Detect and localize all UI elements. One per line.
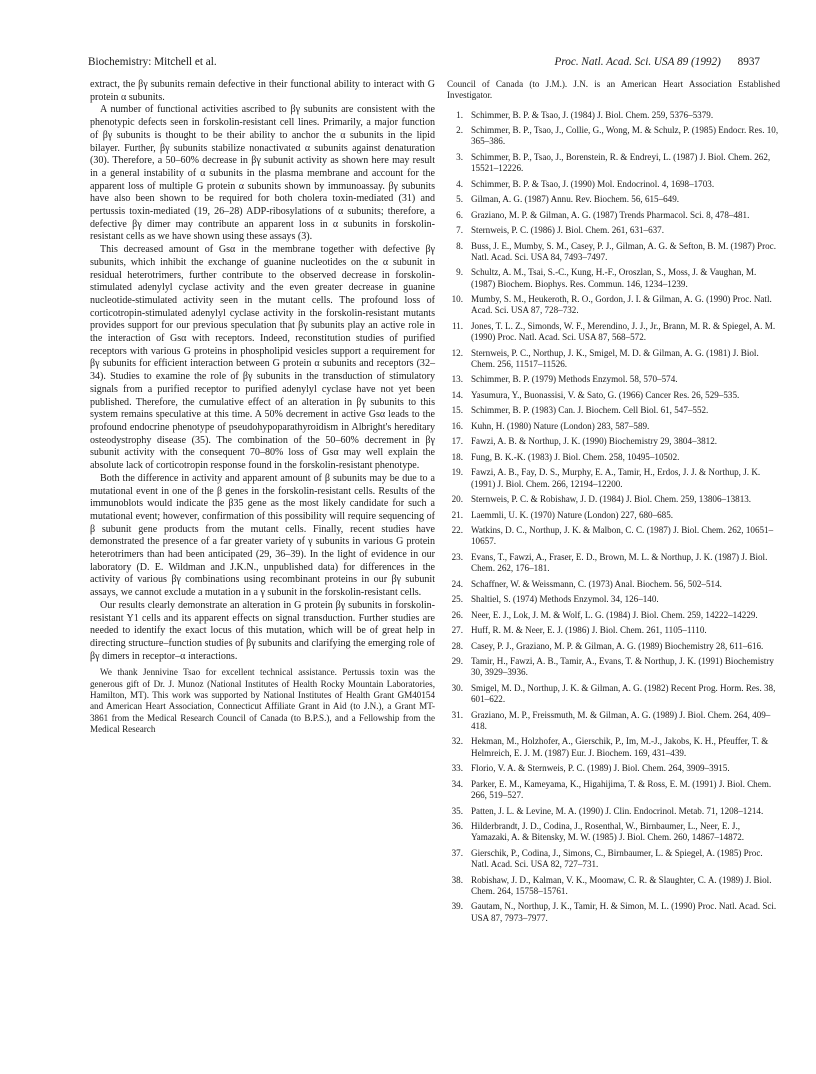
reference-number: 2. — [456, 125, 463, 136]
reference-item — [447, 225, 780, 236]
reference-item — [447, 494, 780, 505]
reference-number: 21. — [451, 509, 463, 520]
reference-text: Schimmer, B. P., Tsao, J., Collie, G., Wong, M. & Schulz, P. (1985) Endocr. Res. 10, 365–386. — [471, 125, 779, 147]
journal-citation: Proc. Natl. Acad. Sci. USA 89 (1992) — [554, 56, 721, 68]
reference-text: Gilman, A. G. (1987) Annu. Rev. Biochem. 56, 615–649. — [471, 194, 680, 205]
reference-text: Yasumura, Y., Buonassisi, V. & Sato, G. (1966) Cancer Res. 26, 529–535. — [471, 389, 740, 400]
reference-text: Hekman, M., Holzhofer, A., Gierschik, P., Im, M.-J., Jakobs, K. H., Pfeuffer, T. & Helmreich, E. J. M. (1987) Eur. J. Biochem. 169, 431–439. — [471, 736, 769, 758]
reference-number: 28. — [451, 640, 463, 651]
reference-item — [447, 125, 780, 148]
reference-text: Schimmer, B. P. & Tsao, J. (1984) J. Biol. Chem. 259, 5376–5379. — [471, 109, 714, 120]
reference-number: 4. — [456, 178, 463, 189]
reference-text: Schimmer, B. P. (1979) Methods Enzymol. 58, 570–574. — [471, 374, 678, 385]
reference-text: Kuhn, H. (1980) Nature (London) 283, 587–589. — [471, 420, 650, 431]
reference-text: Watkins, D. C., Northup, J. K. & Malbon, C. C. (1987) J. Biol. Chem. 262, 10651–10657. — [471, 525, 774, 547]
reference-number: 16. — [451, 420, 463, 431]
acknowledgment-continued: Council of Canada (to J.M.). J.N. is an American Heart Association Established Investigator. — [447, 79, 780, 101]
reference-item — [447, 179, 780, 190]
reference-item — [447, 901, 780, 924]
reference-item — [447, 467, 780, 490]
reference-item — [447, 152, 780, 175]
reference-text: Buss, J. E., Mumby, S. M., Casey, P. J., Gilman, A. G. & Sefton, B. M. (1987) Proc. Natl. Acad. Sci. USA 84, 7493–7497. — [471, 240, 776, 262]
reference-item — [447, 552, 780, 575]
left-column — [90, 79, 435, 735]
reference-text: Florio, V. A. & Sternweis, P. C. (1989) J. Biol. Chem. 264, 3909–3915. — [471, 763, 730, 774]
reference-number: 18. — [451, 451, 463, 462]
reference-item — [447, 848, 780, 871]
reference-item — [447, 321, 780, 344]
reference-number: 5. — [456, 194, 463, 205]
reference-text: Jones, T. L. Z., Simonds, W. F., Merendino, J. J., Jr., Brann, M. R. & Spiegel, A. M. (1990) Proc. Natl. Acad. Sci. USA 87, 568–572. — [471, 320, 776, 343]
reference-number: 9. — [456, 267, 463, 278]
reference-item — [447, 510, 780, 521]
reference-text: Sternweis, P. C., Northup, J. K., Smigel, M. D. & Gilman, A. G. (1981) J. Biol. Chem. 256, 11517–11526. — [471, 347, 759, 369]
reference-number: 23. — [451, 551, 463, 562]
reference-number: 24. — [451, 578, 463, 589]
reference-item — [447, 821, 780, 844]
body-paragraph: Our results clearly demonstrate an alteration in G protein βγ subunits in forskolin-resistant Y1 cells and its apparent effects on signal transduction. Further studies are needed to identify the exact locus of this mutation, which will be of great help in directing structure–function studies of βγ subunits and clarifying the emerging role of βγ dimers in receptor–α interactions. — [90, 599, 435, 662]
reference-number: 26. — [451, 609, 463, 620]
reference-item — [447, 267, 780, 290]
reference-item — [447, 763, 780, 774]
reference-text: Gierschik, P., Codina, J., Simons, C., Birnbaumer, L. & Spiegel, A. (1985) Proc. Natl. Acad. Sci. USA 82, 727–731. — [471, 847, 763, 870]
reference-number: 39. — [451, 901, 463, 912]
reference-item — [447, 421, 780, 432]
reference-number: 7. — [456, 225, 463, 236]
reference-text: Schimmer, B. P. (1983) Can. J. Biochem. Cell Biol. 61, 547–552. — [471, 405, 709, 416]
reference-text: Shaltiel, S. (1974) Methods Enzymol. 34, 126–140. — [471, 594, 659, 605]
reference-text: Graziano, M. P., Freissmuth, M. & Gilman, A. G. (1989) J. Biol. Chem. 264, 409–418. — [471, 709, 771, 731]
reference-number: 38. — [451, 874, 463, 885]
reference-list — [447, 110, 780, 924]
reference-text: Fawzi, A. B., Fay, D. S., Murphy, E. A., Tamir, H., Erdos, J. J. & Northup, J. K. (1991) J. Biol. Chem. 266, 12194–12200. — [471, 467, 761, 489]
reference-item — [447, 579, 780, 590]
running-title: Biochemistry: Mitchell et al. — [88, 56, 217, 68]
reference-item — [447, 405, 780, 416]
reference-item — [447, 374, 780, 385]
reference-item — [447, 710, 780, 733]
reference-text: Schimmer, B. P., Tsao, J., Borenstein, R. & Endreyi, L. (1987) J. Biol. Chem. 262, 15521–12226. — [471, 151, 771, 174]
reference-item — [447, 390, 780, 401]
reference-text: Parker, E. M., Kameyama, K., Higahijima, T. & Ross, E. M. (1991) J. Biol. Chem. 266, 519–527. — [471, 778, 772, 801]
reference-number: 25. — [451, 594, 463, 605]
reference-number: 22. — [451, 525, 463, 536]
reference-text: Smigel, M. D., Northup, J. K. & Gilman, A. G. (1982) Recent Prog. Horm. Res. 38, 601–622. — [471, 682, 776, 705]
reference-item — [447, 294, 780, 317]
reference-text: Sternweis, P. C. (1986) J. Biol. Chem. 261, 631–637. — [471, 225, 664, 236]
page-number: 8937 — [737, 56, 760, 68]
reference-number: 27. — [451, 625, 463, 636]
reference-number: 14. — [451, 389, 463, 400]
reference-number: 33. — [451, 763, 463, 774]
reference-number: 20. — [451, 494, 463, 505]
reference-item — [447, 641, 780, 652]
reference-number: 37. — [451, 847, 463, 858]
reference-number: 36. — [451, 821, 463, 831]
reference-item — [447, 348, 780, 371]
reference-number: 15. — [451, 405, 463, 416]
reference-number: 31. — [451, 709, 463, 720]
reference-text: Fung, B. K.-K. (1983) J. Biol. Chem. 258, 10495–10502. — [471, 451, 680, 462]
reference-text: Schultz, A. M., Tsai, S.-C., Kung, H.-F., Oroszlan, S., Moss, J. & Vaughan, M. (1987) Biochem. Biophys. Res. Commun. 146, 1234–1239. — [471, 267, 757, 289]
body-paragraph: This decreased amount of Gsα in the membrane together with defective βγ subunits, which inhibit the exchange of guanine nucleotides on the α subunit in residual heterotrimers, further contribute to the observed decrease in forskolin-stimulated adenylyl cyclase activity and the even greater decrease in guanine nucleotide-stimulated activity seen in the mutant cells. The profound loss of corticotropin-stimulated adenylyl cyclase activity in the forskolin-resistant mutants provides support for our previous speculation that βγ subunits play an active role in the interaction of Gsα with receptors. Indeed, reconstitution studies of purified receptors with various G proteins in phospholipid vesicles support a requirement for βγ subunits for efficient interaction between G protein α subunits and receptors (32–34). Studies to examine the role of βγ subunits in the transduction of stimulatory signals from a purified receptor to purified adenylyl cyclase have not yet been published. Therefore, the cumulative effect of an alteration in βγ subunits to this system remains speculative at this time. A 50% decrement in active Gsα leads to the profound endocrine phenotype of pseudohypoparathyroidism in Albright's hereditary osteodystrophy disease (35). The combination of the 50–60% decrement in βγ subunit activity with the consequent 70–80% loss of Gsα may well explain the absolute lack of corticotropin response found in the forskolin-resistant phenotype. — [90, 244, 435, 472]
reference-text: Sternweis, P. C. & Robishaw, J. D. (1984) J. Biol. Chem. 259, 13806–13813. — [471, 494, 752, 505]
reference-number: 3. — [456, 151, 463, 162]
reference-item — [447, 525, 780, 548]
reference-item — [447, 610, 780, 621]
reference-text: Tamir, H., Fawzi, A. B., Tamir, A., Evans, T. & Northup, J. K. (1991) Biochemistry 30, 3929–3936. — [471, 656, 774, 678]
reference-item — [447, 436, 780, 447]
reference-item — [447, 875, 780, 898]
reference-number: 8. — [456, 240, 463, 251]
reference-text: Fawzi, A. B. & Northup, J. K. (1990) Biochemistry 29, 3804–3812. — [471, 436, 718, 447]
reference-number: 1. — [456, 109, 463, 120]
reference-number: 29. — [451, 656, 463, 667]
reference-number: 32. — [451, 736, 463, 747]
reference-item — [447, 683, 780, 706]
reference-number: 30. — [451, 682, 463, 693]
reference-item — [447, 210, 780, 221]
reference-number: 12. — [451, 347, 463, 358]
reference-item — [447, 194, 780, 205]
reference-number: 11. — [451, 320, 463, 331]
reference-text: Robishaw, J. D., Kalman, V. K., Moomaw, C. R. & Slaughter, C. A. (1989) J. Biol. Chem. 264, 15758–15761. — [471, 874, 772, 896]
body-paragraph: A number of functional activities ascribed to βγ subunits are consistent with the phenotypic defects seen in forskolin-resistant cell lines. Primarily, a major function of βγ subunits is thought to be their ability to anchor the α subunits in the lipid bilayer. Further, βγ subunits stabilize nonactivated α subunits against denaturation (30). Therefore, a 50–60% decrease in βγ subunit activity as shown here may result in a general instability of α subunits in the plasma membrane and account for the apparent loss of multiple G protein α subunits shown by immunoassay. βγ subunits have also been shown to be required for both cholera toxin-mediated (31) and pertussis toxin-mediated (19, 26–28) ADP-ribosylations of α subunits; therefore, a defective βγ dimer may contribute an apparent loss in α subunits in forskolin-resistant cells as we have shown using these assays (3). — [90, 104, 435, 243]
reference-text: Laemmli, U. K. (1970) Nature (London) 227, 680–685. — [471, 509, 674, 520]
reference-item — [447, 452, 780, 463]
body-paragraph: Both the difference in activity and apparent amount of β subunits may be due to a mutational event in one of the β genes in the forskolin-resistant cells. Results of the immunoblots would indicate the β35 gene as the most likely candidate for such a mutational event; however, confirmation of this possibility will require sequencing of β subunit gene products from the mutant cells. Finally, recent studies have demonstrated the presence of a far greater variety of γ subunits in various G protein heterotrimers than had been anticipated (29, 36–39). In the light of evidence in our laboratory (D. E. Wildman and J.K.N., unpublished data) for differences in the activity of various βγ combinations using recombinant proteins in our βγ subunit assays, we cannot exclude a mutation in a γ subunit in the forskolin-resistant cells. — [90, 472, 435, 599]
reference-text: Mumby, S. M., Heukeroth, R. O., Gordon, J. I. & Gilman, A. G. (1990) Proc. Natl. Acad. Sci. USA 87, 728–732. — [471, 294, 772, 316]
reference-text: Casey, P. J., Graziano, M. P. & Gilman, A. G. (1989) Biochemistry 28, 611–616. — [471, 640, 764, 651]
reference-number: 13. — [451, 374, 463, 385]
reference-number: 19. — [451, 467, 463, 478]
reference-number: 6. — [456, 209, 463, 220]
reference-number: 34. — [451, 778, 463, 789]
reference-text: Patten, J. L. & Levine, M. A. (1990) J. Clin. Endocrinol. Metab. 71, 1208–1214. — [471, 805, 764, 816]
body-paragraph: extract, the βγ subunits remain defective in their functional ability to interact with G protein α subunits. — [90, 79, 435, 103]
reference-text: Neer, E. J., Lok, J. M. & Wolf, L. G. (1984) J. Biol. Chem. 259, 14222–14229. — [471, 609, 758, 620]
reference-item — [447, 625, 780, 636]
reference-text: Hilderbrandt, J. D., Codina, J., Rosenthal, W., Birnbaumer, L., Neer, E. J., Yamazaki, A. & Bitensky, M. W. (1985) J. Biol. Chem. 260, 14867–14872. — [471, 821, 745, 843]
reference-item — [447, 110, 780, 121]
reference-text: Schimmer, B. P. & Tsao, J. (1990) Mol. Endocrinol. 4, 1698–1703. — [471, 178, 715, 189]
reference-text: Evans, T., Fawzi, A., Fraser, E. D., Brown, M. L. & Northup, J. K. (1987) J. Biol. Chem. 262, 176–181. — [471, 551, 768, 574]
journal-citation-and-page — [555, 56, 761, 68]
reference-item — [447, 736, 780, 759]
reference-item — [447, 241, 780, 264]
reference-text: Gautam, N., Northup, J. K., Tamir, H. & Simon, M. L. (1990) Proc. Natl. Acad. Sci. USA 87, 7973–7977. — [471, 901, 777, 923]
reference-text: Schaffner, W. & Weissmann, C. (1973) Anal. Biochem. 56, 502–514. — [471, 578, 722, 589]
reference-item — [447, 594, 780, 605]
reference-number: 35. — [451, 805, 463, 816]
reference-item — [447, 656, 780, 679]
reference-number: 17. — [451, 436, 463, 447]
reference-item — [447, 806, 780, 817]
right-column — [447, 79, 780, 928]
running-header — [88, 56, 760, 72]
acknowledgment: We thank Jennivine Tsao for excellent technical assistance. Pertussis toxin was the generous gift of Dr. J. Munoz (National Institutes of Health Rocky Mountain Laboratories, Hamilton, MT). This work was supported by National Institutes of Health Grant GM40154 and American Heart Association, Connecticut Affiliate Grant in Aid (to J.N.), a Grant MT-3861 from the Medical Research Council of Canada (to B.P.S.), and a Fellowship from the Medical Research — [90, 667, 435, 734]
reference-text: Graziano, M. P. & Gilman, A. G. (1987) Trends Pharmacol. Sci. 8, 478–481. — [471, 209, 750, 220]
reference-number: 10. — [451, 294, 463, 305]
reference-item — [447, 779, 780, 802]
reference-text: Huff, R. M. & Neer, E. J. (1986) J. Biol. Chem. 261, 1105–1110. — [471, 625, 707, 636]
